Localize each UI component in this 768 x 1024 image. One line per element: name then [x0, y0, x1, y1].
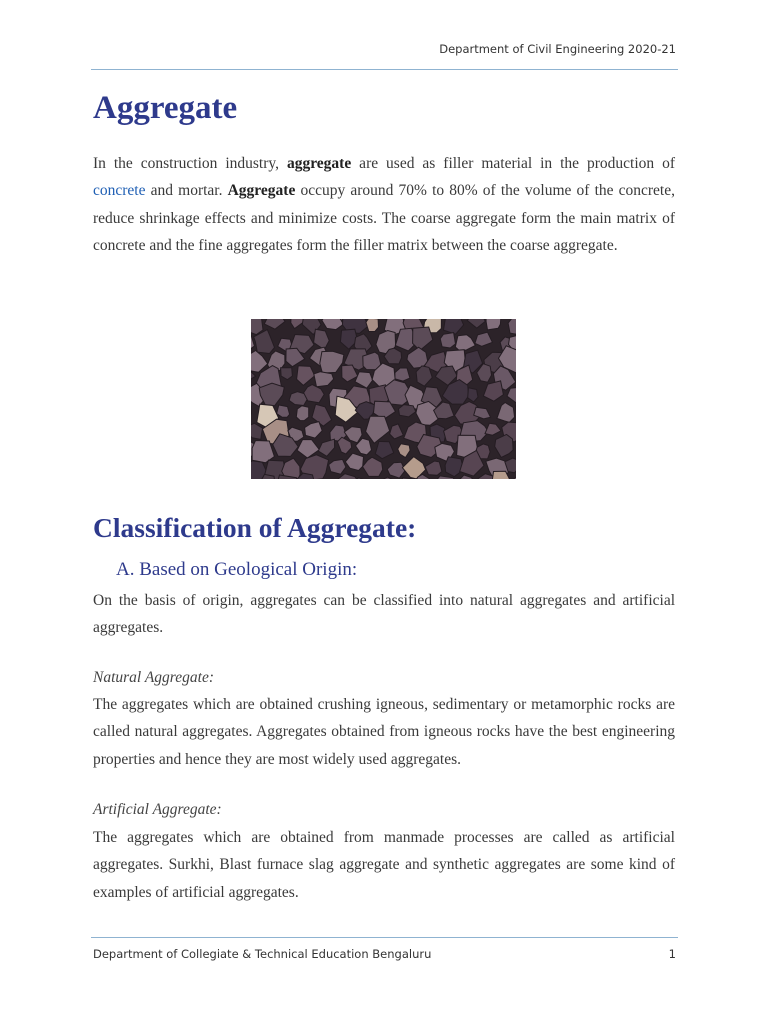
- header-divider: [91, 69, 678, 70]
- crushed-stone-image: [251, 319, 516, 479]
- page-header: Department of Civil Engineering 2020-21: [439, 42, 676, 56]
- stone-fragment: [296, 406, 308, 421]
- natural-aggregate-title: Natural Aggregate:: [93, 669, 214, 686]
- stone-fragment: [277, 405, 290, 417]
- artificial-aggregate-title: Artificial Aggregate:: [93, 801, 222, 818]
- aggregate-photo: [251, 319, 516, 479]
- intro-bold-aggregate-2: Aggregate: [227, 182, 296, 200]
- natural-aggregate-text: The aggregates which are obtained crushing igneous, sedimentary or metamorphic rocks are called natural aggregates. Aggregates obtained from igneous rocks have the best engineering properties and hence they are most widely used aggregates.: [93, 696, 675, 768]
- page-footer: [93, 947, 676, 961]
- origin-intro-paragraph: On the basis of origin, aggregates can be classified into natural aggregates and artificial aggregates.: [93, 592, 675, 637]
- stone-fragment: [486, 319, 501, 330]
- intro-text-4: occupy around 70% to 80% of the volume of the concrete, reduce shrinkage effects and minimize costs. The coarse aggregate form the main matrix of concrete and the fine aggregates form the filler matrix between the coarse aggregate.: [93, 182, 675, 254]
- section-heading: Classification of Aggregate:: [93, 512, 417, 543]
- stone-fragment: [440, 333, 455, 348]
- intro-paragraph: [93, 150, 675, 259]
- page-title: Aggregate: [93, 90, 238, 126]
- intro-text-2: are used as filler material in the production of: [351, 155, 675, 172]
- stone-fragment: [366, 319, 379, 332]
- footer-divider: [91, 937, 678, 938]
- intro-bold-aggregate: aggregate: [286, 155, 352, 172]
- stone-fragment: [395, 368, 410, 381]
- concrete-link[interactable]: concrete: [93, 182, 146, 200]
- section-subheading: A. Based on Geological Origin:: [116, 559, 358, 580]
- intro-text-1: In the construction industry,: [93, 155, 287, 172]
- footer-department: Department of Collegiate & Technical Education Bengaluru: [93, 947, 432, 961]
- intro-text-3: and mortar.: [145, 182, 228, 200]
- page-number: 1: [668, 947, 676, 961]
- artificial-aggregate-text: The aggregates which are obtained from manmade processes are called as artificial aggregates. Surkhi, Blast furnace slag aggregate and synthetic aggregates are some kind of examples of artificial aggregates.: [93, 829, 675, 901]
